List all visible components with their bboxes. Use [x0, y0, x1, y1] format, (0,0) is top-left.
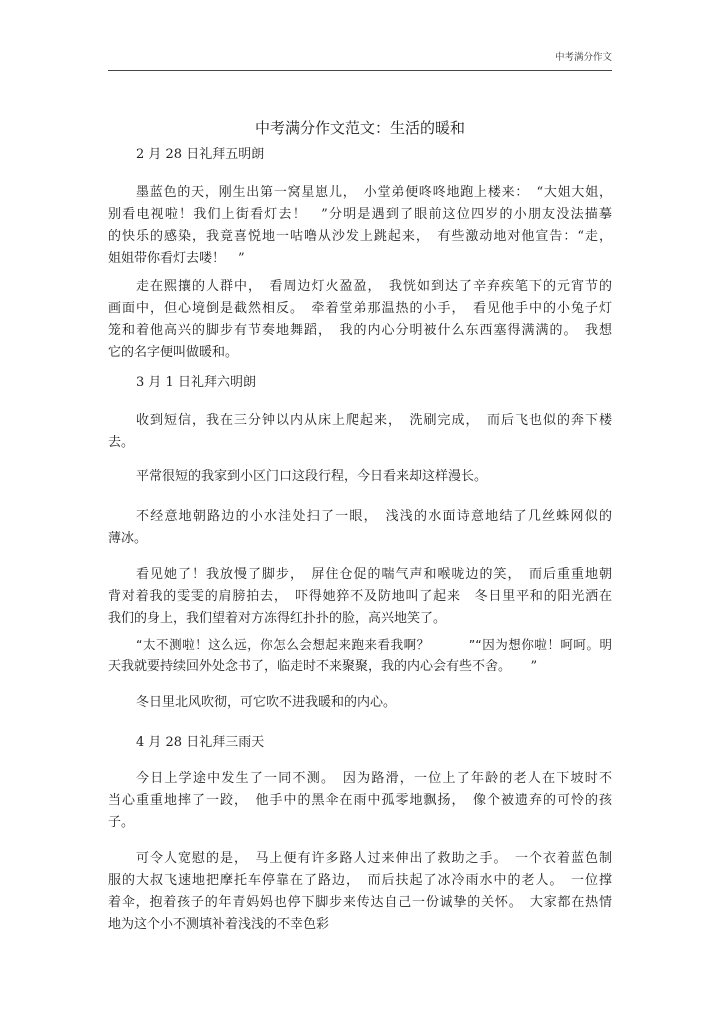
paragraph-line: 冬日里北风吹彻，可它吹不进我暖和的内心。 [136, 695, 397, 710]
paragraph-line: 笼和着他高兴的脚步有节奏地舞蹈， 我的内心分明被什么东西塞得满满的。 我想 [108, 323, 612, 338]
paragraph-line: 走在熙攘的人群中， 看周边灯火盈盈， 我恍如到达了辛弃疾笔下的元宵节的 [136, 279, 612, 294]
paragraph-line: 背对着我的雯雯的肩膀拍去， 吓得她猝不及防地叫了起来 冬日里平和的阳光洒在 [108, 589, 612, 604]
paragraph-line: 它的名字便叫做暖和。 [108, 345, 239, 360]
page-header [108, 48, 612, 71]
paragraph-line: 薄冰。 [108, 531, 148, 546]
paragraph-line: 当心重重地摔了一跤， 他手中的黑伞在雨中孤零地飘扬， 像个被遗弃的可怜的孩 [108, 793, 612, 808]
paragraph-line: 画面中，但心境倒是截然相反。 牵着堂弟那温热的小手， 看见他手中的小兔子灯 [108, 301, 612, 316]
paragraph-line: 墨蓝色的天，刚生出第一窝星崽儿， 小堂弟便咚咚地跑上楼来： “大姐大姐， [136, 185, 612, 200]
paragraph-line: 天我就要持续回外处念书了，临走时不来聚聚，我的内心会有些不舍。 ” [108, 659, 538, 674]
paragraph-line: 去。 [108, 435, 135, 450]
paragraph-line: 子。 [108, 815, 135, 830]
header-text: 中考满分作文 [554, 52, 612, 63]
paragraph-line: 今日上学途中发生了一同不测。 因为路滑，一位上了年龄的老人在下坡时不 [136, 771, 612, 786]
paragraph-line: “太不测啦！这么远，你怎么会想起来跑来看我啊？ ”“因为想你啦！呵呵。明 [136, 637, 612, 652]
paragraph-line: 姐姐带你看灯去喽！ ” [108, 251, 245, 266]
paragraph-line: 别看电视啦！我们上街看灯去！ ”分明是遇到了眼前这位四岁的小朋友没法描摹 [108, 207, 612, 222]
paragraph-line: 的快乐的感染，我竟喜悦地一咕噜从沙发上跳起来， 有些激动地对他宣告：“走， [108, 229, 612, 244]
paragraph-line: 着伞，抱着孩子的年青妈妈也停下脚步来传达自己一份诚挚的关怀。 大家都在热情 [108, 895, 612, 910]
paragraph-line: 我们的身上，我们望着对方冻得红扑扑的脸，高兴地笑了。 [108, 611, 447, 626]
paragraph-line: 可令人宽慰的是， 马上便有许多路人过来伸出了救助之手。 一个衣着蓝色制 [136, 851, 612, 866]
paragraph-line: 收到短信，我在三分钟以内从床上爬起来， 洗刷完成， 而后飞也似的奔下楼 [136, 413, 612, 428]
entry-date: 2 月 28 日礼拜五明朗 [136, 147, 265, 162]
paragraph-line: 不经意地朝路边的小水洼处扫了一眼， 浅浅的水面诗意地结了几丝蛛网似的 [136, 509, 612, 524]
paragraph-line: 服的大叔飞速地把摩托车停靠在了路边， 而后扶起了冰冷雨水中的老人。 一位撑 [108, 873, 612, 888]
paragraph-line: 看见她了！我放慢了脚步， 屏住仓促的喘气声和喉咙边的笑， 而后重重地朝 [136, 567, 612, 582]
document-title: 中考满分作文范文：生活的暖和 [254, 119, 465, 137]
paragraph-line: 平常很短的我家到小区门口这段行程，今日看来却这样漫长。 [136, 469, 488, 484]
entry-date: 4 月 28 日礼拜三雨天 [136, 735, 265, 750]
paragraph-line: 地为这个小不测填补着浅浅的不幸色彩 [108, 917, 330, 932]
entry-date: 3 月 1 日礼拜六明朗 [136, 375, 256, 390]
